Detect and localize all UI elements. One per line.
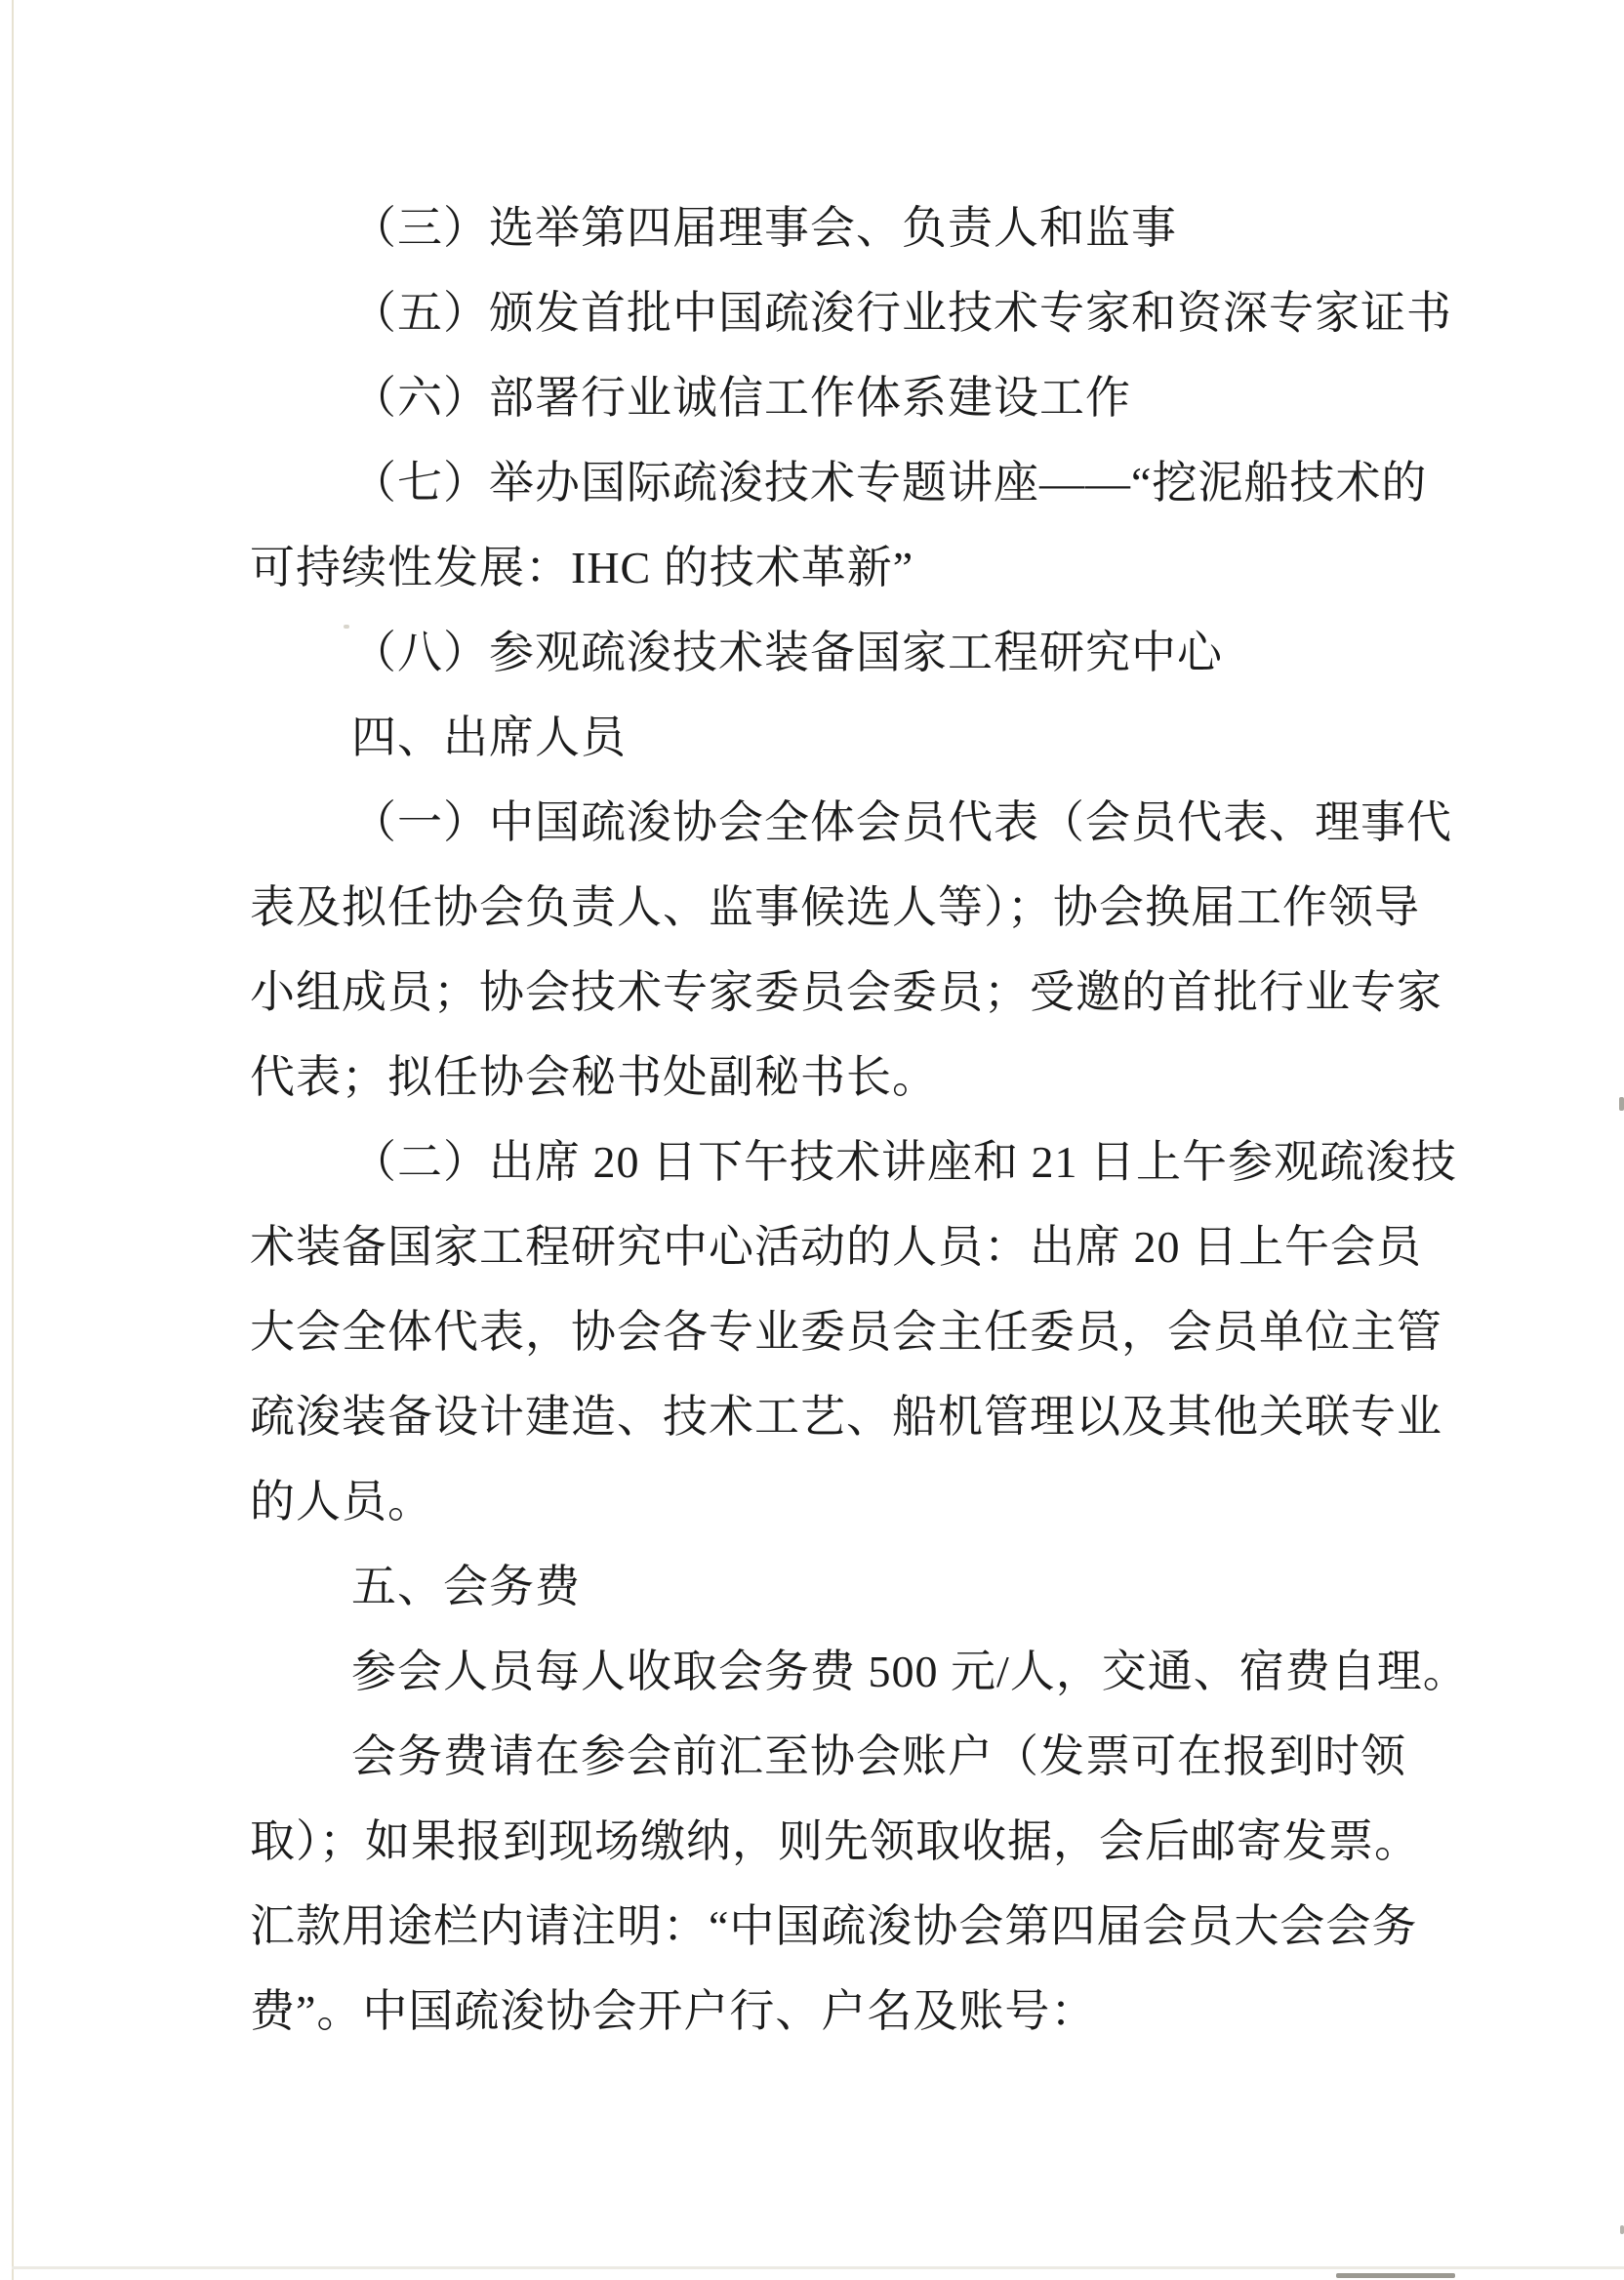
doc-line: 的人员。 — [250, 1477, 433, 1527]
doc-line: （三）选举第四届理事会、负责人和监事 — [351, 203, 1177, 253]
doc-line: （八）参观疏浚技术装备国家工程研究中心 — [351, 628, 1223, 677]
doc-line: 可持续性发展：IHC 的技术革新” — [250, 543, 914, 592]
doc-line: 小组成员；协会技术专家委员会委员；受邀的首批行业专家 — [250, 967, 1442, 1017]
scan-speck-artifact — [1619, 1097, 1624, 1111]
scan-speck-artifact — [1620, 2225, 1624, 2234]
doc-line: （二）出席 20 日下午技术讲座和 21 日上午参观疏浚技 — [351, 1137, 1457, 1187]
doc-line: 代表；拟任协会秘书处副秘书长。 — [250, 1052, 938, 1102]
doc-line: （五）颁发首批中国疏浚行业技术专家和资深专家证书 — [351, 288, 1452, 338]
doc-line: （一）中国疏浚协会全体会员代表（会员代表、理事代 — [351, 797, 1452, 847]
doc-line: 疏浚装备设计建造、技术工艺、船机管理以及其他关联专业 — [250, 1392, 1442, 1442]
doc-line: 汇款用途栏内请注明：“中国疏浚协会第四届会员大会会务 — [250, 1901, 1418, 1951]
doc-line: 会务费请在参会前汇至协会账户（发票可在报到时领 — [351, 1731, 1406, 1781]
scan-left-edge-artifact — [12, 0, 14, 2280]
doc-line: 术装备国家工程研究中心活动的人员：出席 20 日上午会员 — [250, 1222, 1422, 1272]
document-text-block — [250, 185, 1469, 2054]
doc-section-heading: 五、会务费 — [351, 1562, 581, 1611]
doc-line: 表及拟任协会负责人、监事候选人等）；协会换届工作领导 — [250, 882, 1420, 932]
doc-line: 费”。中国疏浚协会开户行、户名及账号： — [250, 1986, 1097, 2036]
doc-line: （七）举办国际疏浚技术专题讲座——“挖泥船技术的 — [351, 458, 1428, 508]
doc-line: 取）；如果报到现场缴纳，则先领取收据，会后邮寄发票。 — [250, 1816, 1420, 1866]
doc-line: 参会人员每人收取会务费 500 元/人，交通、宿费自理。 — [351, 1647, 1469, 1696]
doc-section-heading: 四、出席人员 — [351, 712, 627, 762]
scan-speck-artifact — [344, 625, 349, 629]
scan-bottom-smudge-artifact — [1336, 2273, 1455, 2278]
doc-line: 大会全体代表，协会各专业委员会主任委员，会员单位主管 — [250, 1307, 1442, 1357]
doc-line: （六）部署行业诚信工作体系建设工作 — [351, 373, 1131, 423]
scan-bottom-edge-artifact — [12, 2266, 1624, 2269]
